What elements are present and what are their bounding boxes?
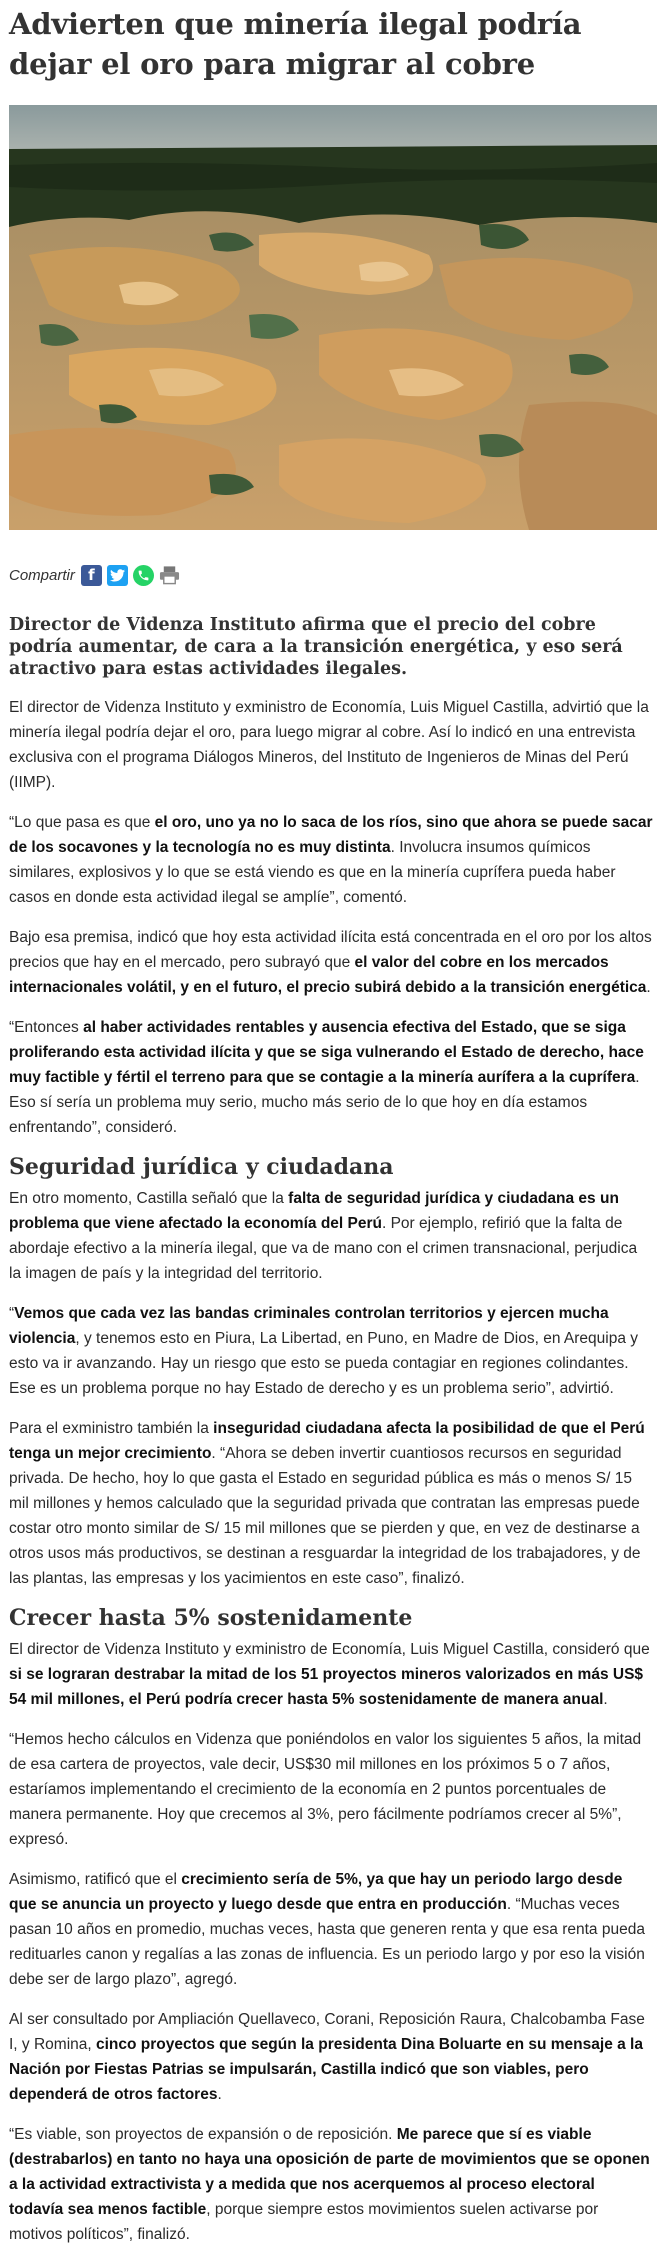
- article-title: Advierten que minería ilegal podría dejar el oro para migrar al cobre: [9, 7, 582, 81]
- share-bar: [9, 562, 656, 588]
- article-subtitle: Director de Videnza Instituto afirma que el precio del cobre podría aumentar, de cara a la transición energética, y eso será atractivo para estas actividades ilegales.: [9, 615, 623, 679]
- paragraph-11: Al ser consultado por Ampliación Quellaveco, Corani, Reposición Raura, Chalcobamba Fase I, y Romina, cinco proyectos que según la presidenta Dina Boluarte en su mensaje a la Nación por Fiestas Patrias se impulsarán, Castilla indicó que son viables, pero dependerá de otros factores.: [9, 2011, 645, 2103]
- paragraph-2: “Lo que pasa es que el oro, uno ya no lo saca de los ríos, sino que ahora se puede sacar de los socavones y la tecnología no es muy distinta. Involucra insumos químicos similares, explosivos y lo que se está viendo es que en la minería cuprífera pueda haber casos en donde esta actividad ilegal se amplíe”, comentó.: [9, 814, 653, 906]
- facebook-icon[interactable]: f: [81, 565, 102, 586]
- section-heading-seguridad: Seguridad jurídica y ciudadana: [9, 1154, 394, 1180]
- paragraph-7: Para el exministro también la inseguridad ciudadana afecta la posibilidad de que el Perú tenga un mejor crecimiento. “Ahora se deben invertir cuantiosos recursos en seguridad privada. De hecho, hoy lo que gasta el Estado en seguridad pública es más o menos S/ 15 mil millones y hemos calculado que la seguridad privada que contratan las empresas puede costar otro monto similar de S/ 15 mil millones que se pierden y que, en vez de destinarse a otros usos más productivos, se destinan a resguardar la integridad de los trabajadores, y de las plantas, las empresas y los yacimientos en este caso”, finalizó.: [9, 1420, 645, 1587]
- paragraph-5: En otro momento, Castilla señaló que la falta de seguridad jurídica y ciudadana es un problema que viene afectado la economía del Perú. Por ejemplo, refirió que la falta de abordaje efectivo a la minería ilegal, que va de mano con el crimen transnacional, perjudica la imagen de país y la integridad del territorio.: [9, 1190, 638, 1282]
- paragraph-1: El director de Videnza Instituto y exministro de Economía, Luis Miguel Castilla, advirtió que la minería ilegal podría dejar el oro, para luego migrar al cobre. Así lo indicó en una entrevista exclusiva con el programa Diálogos Mineros, del Instituto de Ingenieros de Minas del Perú (IIMP).: [9, 699, 649, 791]
- paragraph-10: Asimismo, ratificó que el crecimiento sería de 5%, ya que hay un periodo largo desde que se anuncia un proyecto y luego desde que entra en producción. “Muchas veces pasan 10 años en promedio, muchas veces, hasta que generen renta y que esa renta pueda redituarles canon y regalías a las zonas de influencia. Es un periodo largo y por eso la visión debe ser de largo plazo”, agregó.: [9, 1871, 645, 1988]
- paragraph-12: “Es viable, son proyectos de expansión o de reposición. Me parece que sí es viable (destrabarlos) en tanto no haya una oposición de parte de movimientos que se oponen a la actividad extractivista y a medida que nos acerquemos al proceso electoral todavía sea menos factible, porque siempre estos movimientos suelen activarse por motivos políticos”, finalizó.: [9, 2126, 650, 2243]
- paragraph-9: “Hemos hecho cálculos en Videnza que poniéndolos en valor los siguientes 5 años, la mitad de esa cartera de proyectos, vale decir, US$30 mil millones en los próximos 5 o 7 años, estaríamos implementando el crecimiento de la economía en 2 puntos porcentuales de manera permanente. Hoy que crecemos al 3%, pero fácilmente podríamos crecer al 5%”, expresó.: [9, 1731, 642, 1848]
- paragraph-6: “Vemos que cada vez las bandas criminales controlan territorios y ejercen mucha violencia, y tenemos esto en Piura, La Libertad, en Puno, en Madre de Dios, en Arequipa y esto va ir avanzando. Hay un riesgo que esto se pueda contagiar en regiones colindantes. Ese es un problema porque no hay Estado de derecho y es un problema serio”, advirtió.: [9, 1305, 638, 1397]
- article-hero-image: [9, 105, 657, 530]
- paragraph-8: El director de Videnza Instituto y exministro de Economía, Luis Miguel Castilla, consideró que si se lograran destrabar la mitad de los 51 proyectos mineros valorizados en más US$ 54 mil millones, el Perú podría crecer hasta 5% sostenidamente de manera anual.: [9, 1641, 650, 1708]
- share-label: Compartir: [9, 566, 75, 584]
- print-icon[interactable]: [159, 565, 180, 586]
- section-heading-crecer: Crecer hasta 5% sostenidamente: [9, 1605, 413, 1631]
- twitter-icon[interactable]: [107, 565, 128, 586]
- paragraph-3: Bajo esa premisa, indicó que hoy esta actividad ilícita está concentrada en el oro por los altos precios que hay en el mercado, pero subrayó que el valor del cobre en los mercados internacionales volátil, y en el futuro, el precio subirá debido a la transición energética.: [9, 929, 652, 996]
- whatsapp-icon[interactable]: [133, 565, 154, 586]
- paragraph-4: “Entonces al haber actividades rentables y ausencia efectiva del Estado, que se siga proliferando esta actividad ilícita y que se siga vulnerando el Estado de derecho, hace muy factible y fértil el terreno para que se contagie a la minería aurífera a la cuprífera. Eso sí sería un problema muy serio, mucho más serio de lo que hoy en día estamos enfrentando”, consideró.: [9, 1019, 644, 1136]
